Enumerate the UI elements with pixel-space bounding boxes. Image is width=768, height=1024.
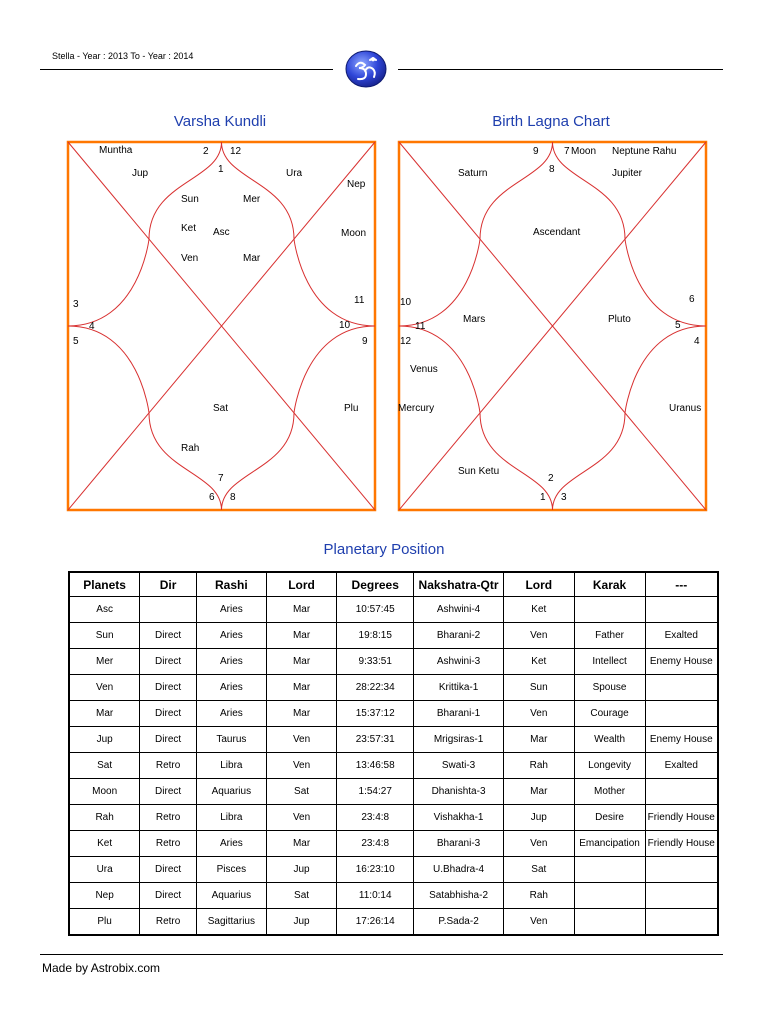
table-cell: Direct (140, 883, 197, 909)
table-cell: Krittika-1 (414, 675, 504, 701)
table-cell: Libra (196, 805, 266, 831)
table-row (69, 857, 718, 883)
table-row (69, 701, 718, 727)
planet-label: Mercury (398, 403, 435, 414)
planet-label: Uranus (669, 403, 702, 414)
planet-label: Jup (132, 168, 149, 179)
column-header: Lord (266, 572, 337, 597)
house-number: 1 (218, 164, 224, 175)
table-cell: Pisces (196, 857, 266, 883)
table-cell: Ket (69, 831, 140, 857)
house-number: 11 (354, 295, 365, 306)
table-cell: Satabhisha-2 (414, 883, 504, 909)
table-cell: 23:57:31 (337, 727, 414, 753)
table-cell: U.Bhadra-4 (414, 857, 504, 883)
planet-label: Ascendant (533, 227, 581, 238)
table-cell: Direct (140, 701, 197, 727)
planetary-position-table (68, 571, 719, 936)
planet-label: Sat (213, 403, 229, 414)
planet-label: Sun (181, 194, 199, 205)
planet-label: Ket (181, 223, 197, 234)
table-cell: 13:46:58 (337, 753, 414, 779)
house-number: 9 (533, 146, 539, 157)
table-cell (645, 597, 718, 623)
table-cell: Mar (504, 779, 575, 805)
house-number: 7 (564, 146, 570, 157)
table-cell: Bharani-2 (414, 623, 504, 649)
table-cell: 9:33:51 (337, 649, 414, 675)
house-number: 12 (400, 336, 412, 347)
table-row (69, 831, 718, 857)
planet-label: Neptune Rahu (612, 146, 677, 157)
planet-label: Venus (410, 364, 438, 375)
table-cell: Emancipation (574, 831, 645, 857)
table-cell: Sat (266, 779, 337, 805)
planet-label: Moon (341, 228, 367, 239)
table-cell: Ashwini-4 (414, 597, 504, 623)
house-number: 12 (230, 146, 242, 157)
table-cell: 16:23:10 (337, 857, 414, 883)
column-header: --- (645, 572, 718, 597)
table-header-row (69, 572, 718, 597)
table-cell: Sun (69, 623, 140, 649)
table-cell: Courage (574, 701, 645, 727)
table-cell: Ven (504, 701, 575, 727)
table-cell: P.Sada-2 (414, 909, 504, 936)
varsha-kundli-chart (67, 141, 376, 511)
planet-label: Mars (463, 314, 486, 325)
table-cell: 15:37:12 (337, 701, 414, 727)
table-cell: Ashwini-3 (414, 649, 504, 675)
table-cell: Mar (266, 675, 337, 701)
table-cell: Nep (69, 883, 140, 909)
table-cell: Sun (504, 675, 575, 701)
planet-label: Saturn (458, 168, 488, 179)
table-cell: 17:26:14 (337, 909, 414, 936)
house-number: 1 (540, 492, 546, 503)
house-number: 4 (694, 336, 700, 347)
table-cell: Asc (69, 597, 140, 623)
table-cell: Ven (504, 909, 575, 936)
planet-label: Plu (344, 403, 359, 414)
table-cell: Mother (574, 779, 645, 805)
table-cell: Moon (69, 779, 140, 805)
table-cell: 1:54:27 (337, 779, 414, 805)
table-cell: Ven (266, 727, 337, 753)
column-header: Degrees (337, 572, 414, 597)
table-cell: Direct (140, 649, 197, 675)
table-cell: Enemy House (645, 727, 718, 753)
table-cell: 19:8:15 (337, 623, 414, 649)
table-cell: 23:4:8 (337, 805, 414, 831)
table-cell (645, 701, 718, 727)
table-row (69, 597, 718, 623)
table-cell: Aries (196, 649, 266, 675)
planet-label: Rah (181, 443, 200, 454)
table-row (69, 883, 718, 909)
birth-lagna-title: Birth Lagna Chart (492, 113, 610, 130)
planet-label: Nep (347, 179, 366, 190)
planet-label: Ven (181, 253, 199, 264)
table-cell: Sat (266, 883, 337, 909)
header-divider-right (398, 69, 723, 70)
table-cell (645, 883, 718, 909)
birth-lagna-chart (398, 141, 707, 511)
table-cell (140, 597, 197, 623)
house-number: 8 (230, 492, 236, 503)
table-cell (645, 779, 718, 805)
table-cell: Rah (504, 753, 575, 779)
table-cell: Longevity (574, 753, 645, 779)
table-cell: Mer (69, 649, 140, 675)
table-cell: Intellect (574, 649, 645, 675)
table-cell: Direct (140, 857, 197, 883)
column-header: Planets (69, 572, 140, 597)
table-cell: Vishakha-1 (414, 805, 504, 831)
table-cell: Jup (69, 727, 140, 753)
house-number: 10 (400, 297, 412, 308)
table-body (69, 597, 718, 936)
house-number: 3 (73, 299, 79, 310)
table-cell: Libra (196, 753, 266, 779)
table-cell: Ven (69, 675, 140, 701)
table-cell: Mar (266, 597, 337, 623)
table-cell: Jup (266, 857, 337, 883)
footer-divider (40, 954, 723, 955)
column-header: Dir (140, 572, 197, 597)
table-row (69, 909, 718, 936)
table-cell (645, 675, 718, 701)
table-cell: Dhanishta-3 (414, 779, 504, 805)
table-cell: Sat (69, 753, 140, 779)
house-number: 2 (548, 473, 554, 484)
table-cell: 11:0:14 (337, 883, 414, 909)
table-cell: Ura (69, 857, 140, 883)
house-number: 6 (209, 492, 215, 503)
house-number: 4 (89, 321, 95, 332)
planet-label: Mar (243, 253, 261, 264)
om-logo-icon (344, 49, 388, 89)
column-header: Rashi (196, 572, 266, 597)
planet-label: Jupiter (612, 168, 643, 179)
table-cell: Retro (140, 831, 197, 857)
house-number: 6 (689, 294, 695, 305)
table-cell: Plu (69, 909, 140, 936)
house-number: 5 (675, 320, 681, 331)
table-cell: 10:57:45 (337, 597, 414, 623)
planetary-position-title: Planetary Position (323, 541, 445, 558)
table-cell: Enemy House (645, 649, 718, 675)
table-row (69, 753, 718, 779)
house-number: 9 (362, 336, 368, 347)
table-row (69, 675, 718, 701)
column-header: Nakshatra-Qtr (414, 572, 504, 597)
column-header: Karak (574, 572, 645, 597)
table-cell: Aries (196, 623, 266, 649)
table-cell: Retro (140, 805, 197, 831)
planet-label: Asc (213, 227, 230, 238)
table-cell: Mar (266, 701, 337, 727)
table-cell: Aries (196, 675, 266, 701)
table-cell: Mar (266, 623, 337, 649)
table-row (69, 805, 718, 831)
house-number: 8 (549, 164, 555, 175)
table-cell (574, 909, 645, 936)
table-cell: Friendly House (645, 805, 718, 831)
house-number: 10 (339, 320, 351, 331)
table-cell (645, 909, 718, 936)
table-cell: Desire (574, 805, 645, 831)
table-cell: Aries (196, 831, 266, 857)
table-cell: 23:4:8 (337, 831, 414, 857)
table-cell: Sagittarius (196, 909, 266, 936)
footer-credit: Made by Astrobix.com (42, 961, 161, 975)
table-cell: Direct (140, 623, 197, 649)
table-cell: Jup (266, 909, 337, 936)
table-cell: Swati-3 (414, 753, 504, 779)
planet-label: Moon (571, 146, 597, 157)
table-cell: Taurus (196, 727, 266, 753)
table-cell (574, 883, 645, 909)
planet-label: Muntha (99, 145, 133, 156)
table-cell: Aquarius (196, 883, 266, 909)
header-divider-left (40, 69, 333, 70)
house-number: 11 (415, 321, 426, 332)
planet-label: Mer (243, 194, 261, 205)
table-cell: Rah (504, 883, 575, 909)
table-row (69, 649, 718, 675)
table-row (69, 727, 718, 753)
table-cell (574, 597, 645, 623)
planet-label: Sun Ketu (458, 466, 500, 477)
report-header: Stella - Year : 2013 To - Year : 2014 (52, 51, 194, 61)
house-number: 2 (203, 146, 209, 157)
table-cell: Ket (504, 649, 575, 675)
table-cell: Father (574, 623, 645, 649)
table-cell: 28:22:34 (337, 675, 414, 701)
house-number: 3 (561, 492, 567, 503)
table-cell: Sat (504, 857, 575, 883)
table-cell: Ven (266, 753, 337, 779)
table-cell: Direct (140, 779, 197, 805)
table-cell: Mar (266, 649, 337, 675)
table-cell: Exalted (645, 623, 718, 649)
table-cell: Mar (69, 701, 140, 727)
table-cell: Direct (140, 675, 197, 701)
table-cell: Aries (196, 701, 266, 727)
planet-label: Ura (286, 168, 303, 179)
planet-label: Pluto (608, 314, 631, 325)
table-cell: Ven (504, 831, 575, 857)
table-cell (645, 857, 718, 883)
table-cell: Friendly House (645, 831, 718, 857)
table-cell: Retro (140, 753, 197, 779)
table-cell: Aries (196, 597, 266, 623)
table-cell: Spouse (574, 675, 645, 701)
table-cell: Jup (504, 805, 575, 831)
table-cell: Ven (266, 805, 337, 831)
table-cell: Exalted (645, 753, 718, 779)
table-cell: Mar (504, 727, 575, 753)
table-cell: Mar (266, 831, 337, 857)
varsha-kundli-title: Varsha Kundli (173, 113, 267, 130)
house-number: 7 (218, 473, 224, 484)
table-cell: Direct (140, 727, 197, 753)
table-cell: Mrigsiras-1 (414, 727, 504, 753)
table-cell: Bharani-3 (414, 831, 504, 857)
table-row (69, 623, 718, 649)
table-cell: Bharani-1 (414, 701, 504, 727)
house-number: 5 (73, 336, 79, 347)
table-cell: Retro (140, 909, 197, 936)
table-cell: Aquarius (196, 779, 266, 805)
table-cell: Wealth (574, 727, 645, 753)
table-row (69, 779, 718, 805)
table-cell: Ket (504, 597, 575, 623)
table-cell: Rah (69, 805, 140, 831)
table-cell: Ven (504, 623, 575, 649)
column-header: Lord (504, 572, 575, 597)
table-cell (574, 857, 645, 883)
